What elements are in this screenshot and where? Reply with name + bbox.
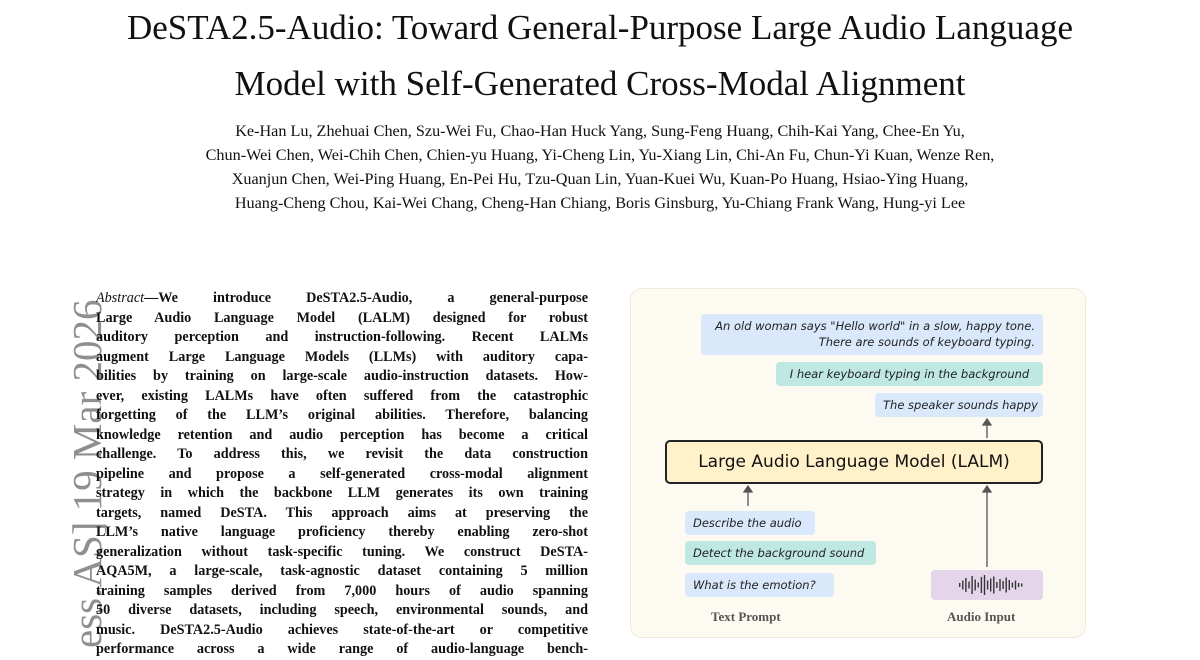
waveform-bar xyxy=(959,583,960,587)
abstract-line: LLM’s native language proficiency thereby enabling zero-shot xyxy=(96,524,588,540)
waveform-bar xyxy=(1015,581,1016,590)
abstract-line: auditory perception and instruction-following. Recent LALMs xyxy=(96,329,588,345)
abstract-line: performance across a wide range of audio-language bench- xyxy=(96,641,588,657)
prompt-describe-bubble: Describe the audio xyxy=(685,511,815,535)
waveform-bar xyxy=(990,579,991,592)
waveform-bar xyxy=(1002,581,1003,589)
author-line: Ke-Han Lu, Zhehuai Chen, Szu-Wei Fu, Chao-Han Huck Yang, Sung-Feng Huang, Chih-Kai Yang, Chee-En Yu, xyxy=(235,122,965,140)
title-line: Model with Self-Generated Cross-Modal Alignment xyxy=(234,64,966,103)
output-emotion-bubble: The speaker sounds happy xyxy=(875,393,1043,417)
prompt-emotion-bubble: What is the emotion? xyxy=(685,573,834,597)
waveform-bar xyxy=(981,577,982,593)
abstract-line: ever, existing LALMs have often suffered from the catastrophic xyxy=(96,387,588,404)
waveform-bar xyxy=(1018,583,1019,587)
output-background-bubble: I hear keyboard typing in the background xyxy=(776,362,1043,386)
arrow-from-text-prompt xyxy=(744,486,752,506)
lalm-model-box: Large Audio Language Model (LALM) xyxy=(665,440,1043,484)
abstract-line: training samples derived from 7,000 hours of audio spanning xyxy=(96,582,588,599)
waveform-bar xyxy=(968,582,969,589)
abstract-line: forgetting of the LLM’s original abilities. Therefore, balancing xyxy=(96,407,588,423)
title-line: DeSTA2.5-Audio: Toward General-Purpose Large Audio Language xyxy=(127,8,1073,47)
abstract-line: generalization without task-specific tuning. We construct DeSTA- xyxy=(96,543,588,560)
waveform-bar xyxy=(996,582,997,588)
abstract-label: Abstract xyxy=(96,290,145,306)
waveform-bar xyxy=(962,581,963,590)
author-line: Chun-Wei Chen, Wei-Chih Chen, Chien-yu Huang, Yi-Cheng Lin, Yu-Xiang Lin, Chi-An Fu, Chun-Yi Kuan, Wenze Ren, xyxy=(205,146,995,164)
abstract-line: challenge. To address this, we revisit the data construction xyxy=(96,446,588,462)
abstract-line: augment Large Language Models (LLMs) with auditory capa- xyxy=(96,348,588,365)
arrow-from-audio-input xyxy=(983,486,991,567)
arxiv-stamp-text: ess.AS] 19 Mar 2026 xyxy=(64,299,110,648)
text-prompt-label: Text Prompt xyxy=(711,609,781,624)
waveform-bar xyxy=(978,583,979,588)
output-caption-line: An old woman says "Hello world" in a slow, happy tone. xyxy=(715,319,1035,333)
waveform-bar xyxy=(993,577,994,594)
waveform-bar xyxy=(965,578,966,592)
author-line: Huang-Cheng Chou, Kai-Wei Chang, Cheng-Han Chiang, Boris Ginsburg, Yu-Chiang Frank Wang, Hung-yi Lee xyxy=(234,194,966,212)
abstract-line: music. DeSTA2.5-Audio achieves state-of-the-art or competitive xyxy=(96,621,588,638)
waveform-bar xyxy=(987,581,988,590)
prompt-background-bubble: Detect the background sound xyxy=(685,541,876,565)
waveform-bar xyxy=(984,575,985,595)
audio-input-box xyxy=(931,570,1043,600)
arrow-to-outputs xyxy=(983,419,991,438)
abstract-line: targets, named DeSTA. This approach aims at preserving the xyxy=(96,504,588,521)
abstract-line-text: —We introduce DeSTA2.5-Audio, a general-purpose xyxy=(144,290,588,306)
output-caption-line: There are sounds of keyboard typing. xyxy=(818,335,1035,349)
lalm-figure xyxy=(630,288,1086,638)
abstract-line: strategy in which the backbone LLM generates its own training xyxy=(96,485,588,501)
paper-title xyxy=(0,0,1200,112)
waveform-bar xyxy=(1012,583,1013,588)
author-list xyxy=(60,119,1140,215)
abstract-line: Large Audio Language Model (LALM) designed for robust xyxy=(96,309,588,326)
audio-input-label: Audio Input xyxy=(947,609,1016,624)
waveform-bar xyxy=(971,576,972,594)
waveform-bar xyxy=(1006,578,1007,593)
abstract-line: 50 diverse datasets, including speech, environmental sounds, and xyxy=(96,602,588,618)
abstract-line: bilities by training on large-scale audio-instruction datasets. How- xyxy=(96,368,588,384)
waveform-bar xyxy=(975,580,976,591)
waveform-bar xyxy=(999,579,1000,591)
abstract-line: AQA5M, a large-scale, task-agnostic dataset containing 5 million xyxy=(96,563,588,579)
waveform-icon xyxy=(931,570,1043,600)
author-line: Xuanjun Chen, Wei-Ping Huang, En-Pei Hu, Tzu-Quan Lin, Yuan-Kuei Wu, Kuan-Po Huang, Hsiao-Ying Huang, xyxy=(231,170,969,188)
abstract-line xyxy=(96,289,588,309)
abstract-line: knowledge retention and audio perception has become a critical xyxy=(96,426,588,443)
abstract xyxy=(96,289,588,660)
waveform-bar xyxy=(1009,580,1010,590)
abstract-line: pipeline and propose a self-generated cross-modal alignment xyxy=(96,465,588,482)
waveform-bar xyxy=(1021,584,1022,587)
